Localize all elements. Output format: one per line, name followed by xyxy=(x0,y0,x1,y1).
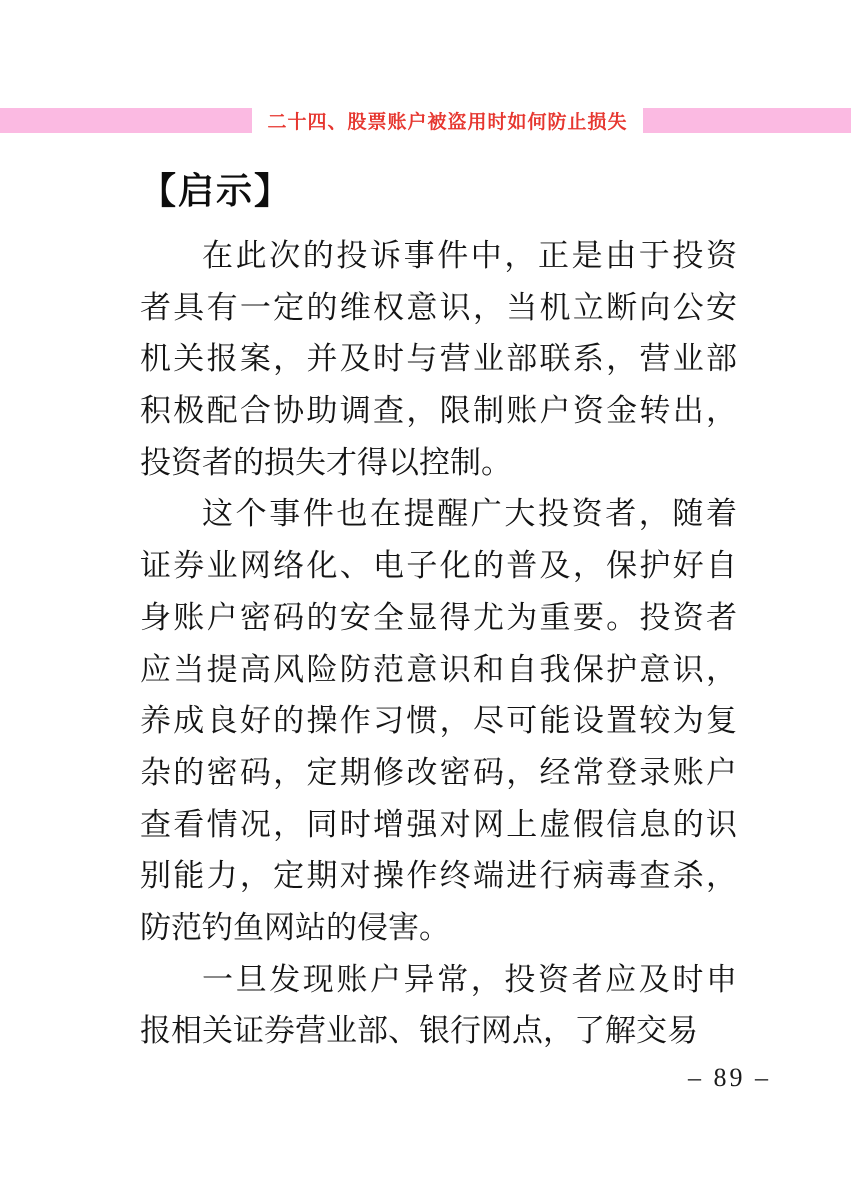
text-line: 身账户密码的安全显得尤为重要。投资者 xyxy=(140,599,737,635)
text-line: 养成良好的操作习惯，尽可能设置较为复 xyxy=(140,703,737,739)
body-text-block xyxy=(140,168,737,1057)
text-line: 投资者的损失才得以控制。 xyxy=(140,444,512,480)
body-paragraphs xyxy=(140,230,737,1057)
text-line: 别能力，定期对操作终端进行病毒查杀， xyxy=(140,858,737,894)
text-line: 查看情况，同时增强对网上虚假信息的识 xyxy=(140,806,737,842)
text-line: 报相关证券营业部、银行网点，了解交易 xyxy=(140,1013,698,1049)
text-line: 一旦发现账户异常，投资者应及时申 xyxy=(202,961,737,997)
text-line: 机关报案，并及时与营业部联系，营业部 xyxy=(140,341,737,377)
paragraph xyxy=(140,488,737,953)
text-line: 这个事件也在提醒广大投资者，随着 xyxy=(202,496,737,532)
paragraph xyxy=(140,230,737,488)
paragraph xyxy=(140,954,737,1057)
text-line: 应当提高风险防范意识和自我保护意识， xyxy=(140,651,737,687)
text-line: 积极配合协助调查，限制账户资金转出， xyxy=(140,393,737,429)
text-line: 者具有一定的维权意识，当机立断向公安 xyxy=(140,289,737,325)
page-number: – 89 – xyxy=(688,1063,771,1092)
section-heading: 【启示】 xyxy=(140,171,293,211)
chapter-title: 二十四、股票账户被盗用时如何防止损失 xyxy=(267,111,628,133)
chapter-title-box xyxy=(252,99,643,141)
text-line: 证券业网络化、电子化的普及，保护好自 xyxy=(140,548,737,584)
text-line: 杂的密码，定期修改密码，经常登录账户 xyxy=(140,754,737,790)
text-line: 防范钓鱼网站的侵害。 xyxy=(140,909,450,945)
text-line: 在此次的投诉事件中，正是由于投资 xyxy=(202,238,737,273)
